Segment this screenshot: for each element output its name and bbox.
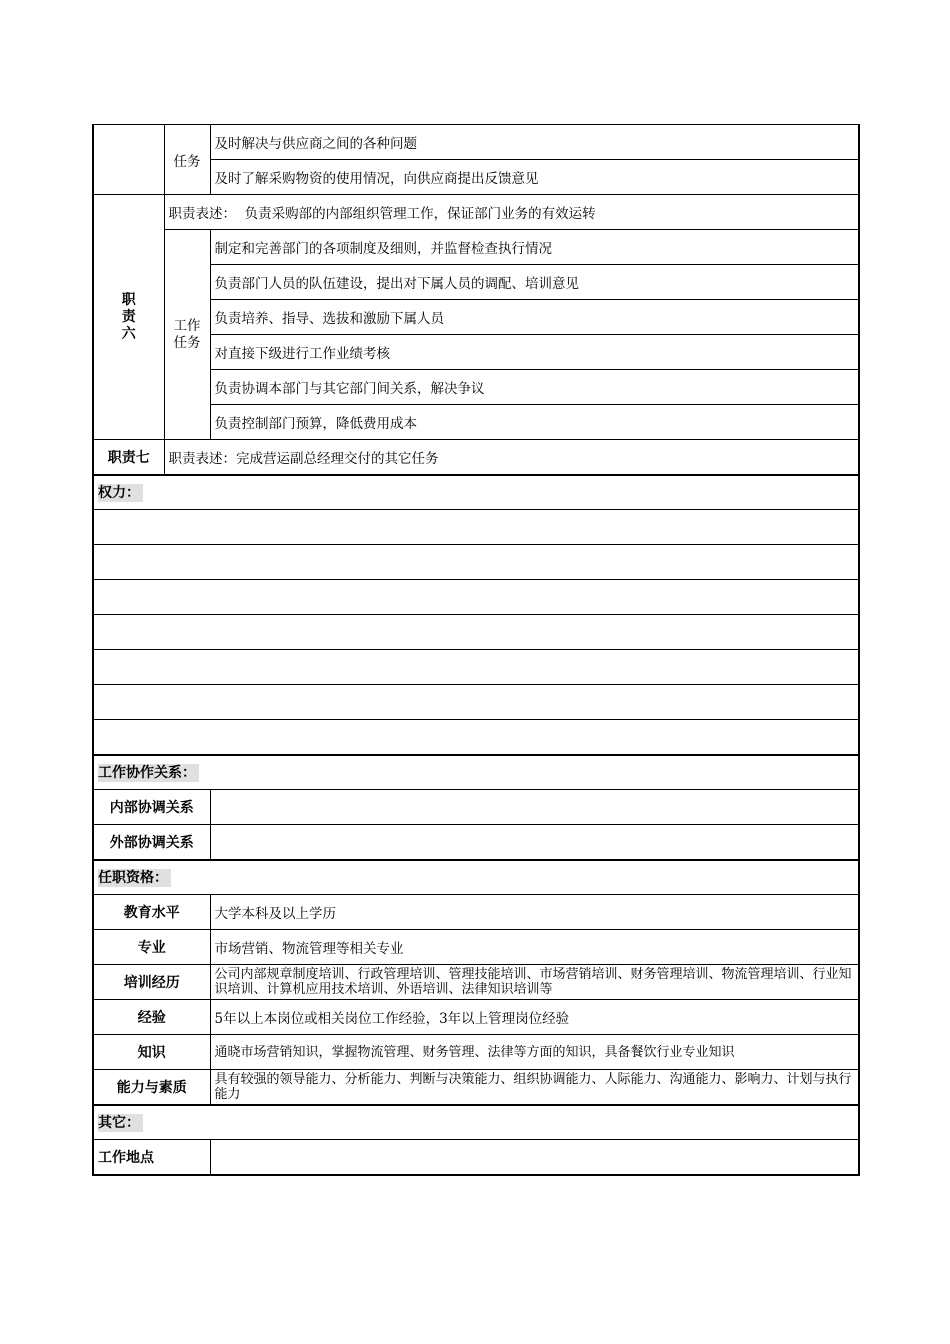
collaboration-header [93, 755, 859, 790]
internal-relations-row [93, 790, 859, 825]
duty-six-task-label-text: 工作 任务 [173, 317, 201, 351]
qualification-value: 通晓市场营销知识，掌握物流管理、财务管理、法律等方面的知识，具备餐饮行业专业知识 [210, 1035, 859, 1070]
authority-blank-row [93, 650, 859, 685]
internal-relations-value[interactable] [210, 790, 859, 825]
qualification-value: 5年以上本岗位或相关岗位工作经验，3年以上管理岗位经验 [210, 1000, 859, 1035]
qualification-value: 大学本科及以上学历 [210, 895, 859, 930]
prev-duty-task-label: 任务 [164, 125, 210, 195]
duty-six-task-3: 负责培养、指导、选拔和激励下属人员 [210, 300, 859, 335]
qualification-row [93, 1070, 859, 1105]
qualification-row [93, 1035, 859, 1070]
qualification-label: 经验 [93, 1000, 210, 1035]
duty-six-statement: 职责表述： 负责采购部的内部组织管理工作，保证部门业务的有效运转 [164, 195, 859, 230]
external-relations-value[interactable] [210, 825, 859, 860]
prev-duty-task-row [93, 125, 859, 160]
qualifications-header-text: 任职资格： [98, 869, 171, 887]
duty-six-task-5: 负责协调本部门与其它部门间关系，解决争议 [210, 370, 859, 405]
authority-blank-row [93, 615, 859, 650]
qualification-label: 知识 [93, 1035, 210, 1070]
other-header-row [93, 1105, 859, 1140]
qualifications-header-row [93, 860, 859, 895]
qualification-label: 教育水平 [93, 895, 210, 930]
duty-six-statement-row [93, 195, 859, 230]
duty-six-task-row [93, 230, 859, 265]
authority-header-text: 权力： [98, 484, 143, 502]
work-location-label: 工作地点 [93, 1140, 210, 1175]
qualification-label: 培训经历 [93, 965, 210, 1000]
internal-relations-label: 内部协调关系 [93, 790, 210, 825]
qualification-value: 具有较强的领导能力、分析能力、判断与决策能力、组织协调能力、人际能力、沟通能力、影响力、计划与执行能力 [210, 1070, 859, 1105]
collaboration-header-text: 工作协作关系： [98, 764, 199, 782]
duty-seven-row [93, 440, 859, 475]
authority-blank-cell[interactable] [93, 510, 859, 545]
job-description-sheet [92, 124, 858, 1176]
prev-duty-title-cell [93, 125, 164, 195]
qualification-row [93, 965, 859, 1000]
qualifications-header [93, 860, 859, 895]
authority-blank-row [93, 545, 859, 580]
duty-six-task-4: 对直接下级进行工作业绩考核 [210, 335, 859, 370]
duty-six-task-6: 负责控制部门预算，降低费用成本 [210, 405, 859, 440]
prev-duty-task-1: 及时解决与供应商之间的各种问题 [210, 125, 859, 160]
authority-blank-cell[interactable] [93, 545, 859, 580]
collaboration-header-row [93, 755, 859, 790]
duty-six-title-text: 职 责 六 [121, 291, 136, 342]
work-location-value[interactable] [210, 1140, 859, 1175]
qualification-label: 专业 [93, 930, 210, 965]
authority-blank-row [93, 510, 859, 545]
duty-seven-title: 职责七 [93, 440, 164, 475]
authority-blank-cell[interactable] [93, 615, 859, 650]
prev-duty-task-2: 及时了解采购物资的使用情况，向供应商提出反馈意见 [210, 160, 859, 195]
duty-six-task-1: 制定和完善部门的各项制度及细则，并监督检查执行情况 [210, 230, 859, 265]
authority-blank-cell[interactable] [93, 720, 859, 755]
authority-blank-row [93, 685, 859, 720]
qualification-value: 市场营销、物流管理等相关专业 [210, 930, 859, 965]
job-description-table [92, 124, 860, 1176]
duty-six-task-label [164, 230, 210, 440]
authority-blank-row [93, 720, 859, 755]
external-relations-row [93, 825, 859, 860]
other-header-text: 其它： [98, 1114, 143, 1132]
authority-blank-cell[interactable] [93, 580, 859, 615]
qualification-label: 能力与素质 [93, 1070, 210, 1105]
authority-blank-cell[interactable] [93, 685, 859, 720]
authority-header [93, 475, 859, 510]
qualification-row [93, 895, 859, 930]
authority-blank-cell[interactable] [93, 650, 859, 685]
authority-header-row [93, 475, 859, 510]
qualification-row [93, 1000, 859, 1035]
qualification-row [93, 930, 859, 965]
duty-seven-statement: 职责表述：完成营运副总经理交付的其它任务 [164, 440, 859, 475]
work-location-row [93, 1140, 859, 1175]
duty-six-title [93, 195, 164, 440]
duty-six-task-2: 负责部门人员的队伍建设，提出对下属人员的调配、培训意见 [210, 265, 859, 300]
authority-blank-row [93, 580, 859, 615]
external-relations-label: 外部协调关系 [93, 825, 210, 860]
qualification-value: 公司内部规章制度培训、行政管理培训、管理技能培训、市场营销培训、财务管理培训、物流管理培训、行业知识培训、计算机应用技术培训、外语培训、法律知识培训等 [210, 965, 859, 1000]
other-header [93, 1105, 859, 1140]
